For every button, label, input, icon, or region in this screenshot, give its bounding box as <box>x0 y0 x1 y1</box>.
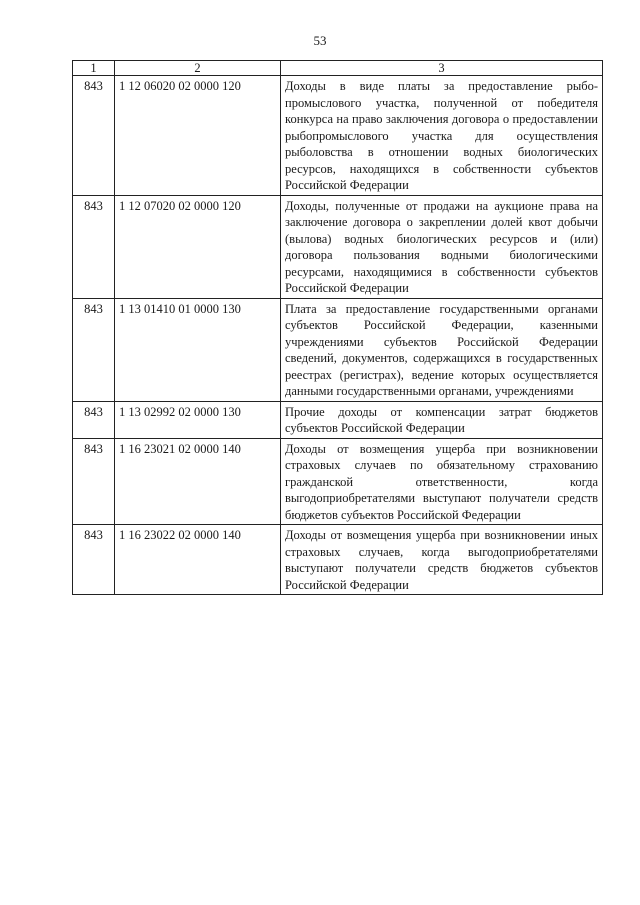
budget-code-cell: 1 16 23022 02 0000 140 <box>115 525 281 595</box>
table-row <box>73 76 603 196</box>
table-header-row <box>73 61 603 76</box>
revenue-codes-table <box>72 60 603 595</box>
budget-code-cell: 1 13 02992 02 0000 130 <box>115 401 281 438</box>
table-row <box>73 195 603 298</box>
admin-code-cell: 843 <box>73 401 115 438</box>
admin-code-cell: 843 <box>73 298 115 401</box>
table-row <box>73 298 603 401</box>
table-row <box>73 401 603 438</box>
revenue-description-cell: Плата за предоставление государственными органами субъектов Российской Федерации, казенными учреждениями субъектов Российской Федерации сведений, документов, содержащихся в государственных реестрах (регистрах), ведение которых осуществляется данными государственными органами, учреждениями <box>281 298 603 401</box>
budget-code-cell: 1 16 23021 02 0000 140 <box>115 438 281 525</box>
revenue-description-cell: Прочие доходы от компенсации затрат бюджетов субъектов Российской Федерации <box>281 401 603 438</box>
table-row <box>73 525 603 595</box>
admin-code-cell: 843 <box>73 525 115 595</box>
budget-code-cell: 1 13 01410 01 0000 130 <box>115 298 281 401</box>
revenue-description-cell: Доходы от возмещения ущерба при возникновении иных страховых случаев, когда выгодоприобретателями выступают получатели средств бюджетов субъектов Российской Федерации <box>281 525 603 595</box>
budget-code-cell: 1 12 07020 02 0000 120 <box>115 195 281 298</box>
revenue-description-cell: Доходы в виде платы за предоставление рыбопромыслового участка, полученной от победителя конкурса на право заключения договора о предоставлении рыбопромыслового участка для осуществления рыболовства в отношении водных биологических ресурсов, находящихся в собственности субъектов Российской Федерации <box>281 76 603 196</box>
revenue-description-cell: Доходы, полученные от продажи на аукционе права на заключение договора о закреплении долей квот добычи (вылова) водных биологических ресурсов и (или) договора пользования водными биологическими ресурсами, находящимися в собственности субъектов Российской Федерации <box>281 195 603 298</box>
revenue-description-cell: Доходы от возмещения ущерба при возникновении страховых случаев по обязательному страхованию гражданской ответственности, когда выгодоприобретателями выступают получатели средств бюджетов субъектов Российской Федерации <box>281 438 603 525</box>
column-header-3: 3 <box>281 61 603 76</box>
admin-code-cell: 843 <box>73 438 115 525</box>
page-number: 53 <box>313 33 327 48</box>
column-header-2: 2 <box>115 61 281 76</box>
budget-code-cell: 1 12 06020 02 0000 120 <box>115 76 281 196</box>
admin-code-cell: 843 <box>73 76 115 196</box>
admin-code-cell: 843 <box>73 195 115 298</box>
table-row <box>73 438 603 525</box>
column-header-1: 1 <box>73 61 115 76</box>
